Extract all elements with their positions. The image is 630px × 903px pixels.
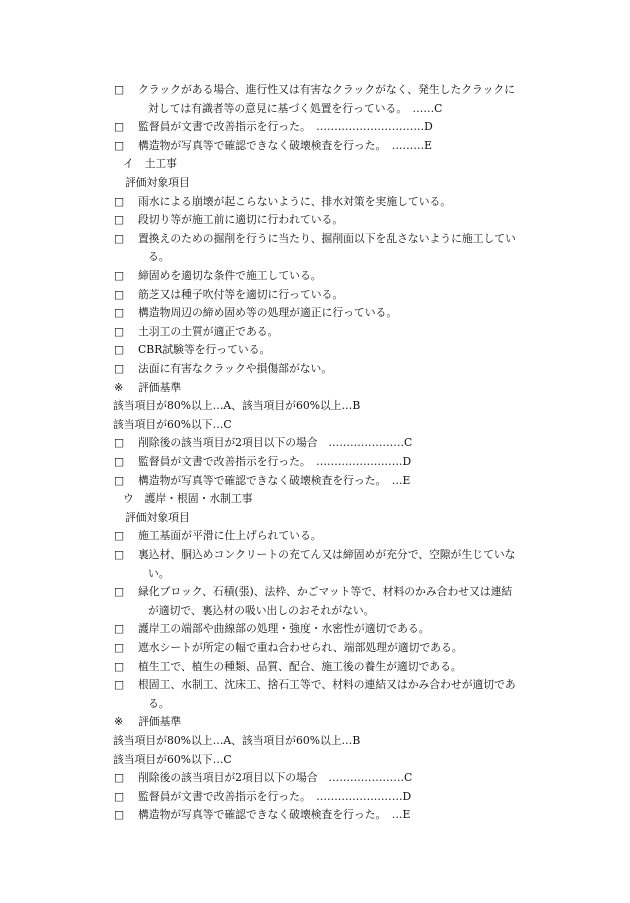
checkbox-icon: □	[114, 269, 125, 282]
checklist-item-text: 締固めを適切な条件で施工している。	[138, 269, 322, 282]
criteria-line: 該当項目が60%以下…C	[113, 417, 232, 431]
checklist-item-text: 法面に有害なクラックや損傷部がない。	[138, 362, 333, 375]
note-mark: ※	[114, 715, 124, 729]
criteria-line: 該当項目が80%以上…A、該当項目が60%以上…B	[113, 399, 361, 413]
eval-heading: 評価対象項目	[125, 510, 190, 524]
checkbox-icon: □	[114, 194, 125, 208]
checklist-item-text: が適切で、裏込材の吸い出しのおそれがない。	[148, 603, 375, 617]
intro-item-text: クラックがある場合、進行性又は有害なクラックがなく、発生したクラックに	[138, 83, 516, 96]
grade-item-text: 監督員が文書で改善指示を行った。 ……………………D	[138, 789, 412, 803]
intro-item-text: 対しては有識者等の意見に基づく処置を行っている。 ……C	[148, 101, 443, 115]
section-heading: ウ 護岸・根固・水制工事	[123, 492, 253, 506]
checkbox-icon: □	[114, 362, 125, 375]
checkbox-icon: □	[114, 287, 125, 301]
checklist-item-text: 施工基面が平滑に仕上げられている。	[138, 529, 322, 543]
intro-item-text: 構造物が写真等で確認できなく破壊検査を行った。 ………E	[138, 138, 432, 152]
checkbox-icon: □	[114, 306, 125, 320]
checklist-item-text: CBR試験等を行っている。	[138, 343, 271, 357]
criteria-heading: 評価基準	[138, 715, 182, 729]
checkbox-icon: □	[114, 231, 125, 245]
grade-item-text: 削除後の該当項目が2項目以下の場合 …………………C	[138, 436, 413, 450]
checkbox-icon: □	[114, 324, 125, 338]
checkbox-icon: □	[114, 473, 125, 487]
note-mark: ※	[114, 380, 124, 394]
checkbox-icon: □	[114, 659, 125, 673]
checklist-item-text: 根固工、水制工、沈床工、捨石工等で、材料の連結又はかみ合わせが適切であ	[138, 678, 516, 692]
checkbox-icon: □	[114, 138, 125, 152]
checklist-item-text: 構造物周辺の締め固め等の処理が適正に行っている。	[138, 306, 398, 320]
checklist-item-text: 裏込材、胴込めコンクリートの充てん又は締固めが充分で、空隙が生じていな	[138, 548, 516, 561]
checkbox-icon: □	[114, 548, 125, 561]
checkbox-icon: □	[114, 529, 125, 543]
checklist-item-text: 置換えのための掘削を行うに当たり、掘削面以下を乱さないように施工してい	[138, 231, 516, 245]
intro-item-text: 監督員が文書で改善指示を行った。 …………………………D	[138, 120, 433, 134]
eval-heading: 評価対象項目	[125, 176, 190, 189]
checkbox-icon: □	[114, 585, 125, 599]
checklist-item-text: 緑化ブロック、石積(張)、法枠、かごマット等で、材料のかみ合わせ又は連結	[138, 585, 513, 599]
checkbox-icon: □	[114, 83, 125, 96]
checkbox-icon: □	[114, 213, 125, 227]
checklist-item-text: る。	[148, 696, 170, 710]
checklist-item-text: る。	[148, 250, 170, 264]
checklist-item-text: 筋芝又は種子吹付等を適切に行っている。	[138, 287, 344, 301]
grade-item-text: 構造物が写真等で確認できなく破壊検査を行った。 …E	[138, 473, 411, 487]
checkbox-icon: □	[114, 120, 125, 134]
checkbox-icon: □	[114, 343, 125, 357]
checkbox-icon: □	[114, 455, 125, 468]
checkbox-icon: □	[114, 808, 125, 822]
grade-item-text: 監督員が文書で改善指示を行った。 ……………………D	[138, 455, 412, 468]
grade-item-text: 構造物が写真等で確認できなく破壊検査を行った。 …E	[138, 808, 411, 822]
checklist-item-text: 護岸工の端部や曲線部の処理・強度・水密性が適切である。	[138, 622, 430, 636]
checkbox-icon: □	[114, 789, 125, 803]
checkbox-icon: □	[114, 436, 125, 450]
checklist-item-text: 段切り等が施工前に適切に行われている。	[138, 213, 344, 227]
criteria-line: 該当項目が60%以下…C	[113, 752, 232, 766]
checkbox-icon: □	[114, 641, 125, 654]
checkbox-icon: □	[114, 622, 125, 636]
criteria-line: 該当項目が80%以上…A、該当項目が60%以上…B	[113, 734, 361, 747]
grade-item-text: 削除後の該当項目が2項目以下の場合 …………………C	[138, 771, 413, 785]
criteria-heading: 評価基準	[138, 380, 182, 394]
checklist-item-text: い。	[148, 566, 170, 580]
checklist-item-text: 雨水による崩壊が起こらないように、排水対策を実施している。	[138, 194, 452, 208]
checkbox-icon: □	[114, 771, 125, 785]
checklist-item-text: 植生工で、植生の種類、品質、配合、施工後の養生が適切である。	[138, 659, 462, 673]
checkbox-icon: □	[114, 678, 125, 692]
checklist-item-text: 遮水シートが所定の幅で重ね合わせられ、端部処理が適切である。	[138, 641, 463, 654]
checklist-item-text: 土羽工の土質が適正である。	[138, 324, 279, 338]
section-heading: イ 土工事	[123, 157, 177, 171]
